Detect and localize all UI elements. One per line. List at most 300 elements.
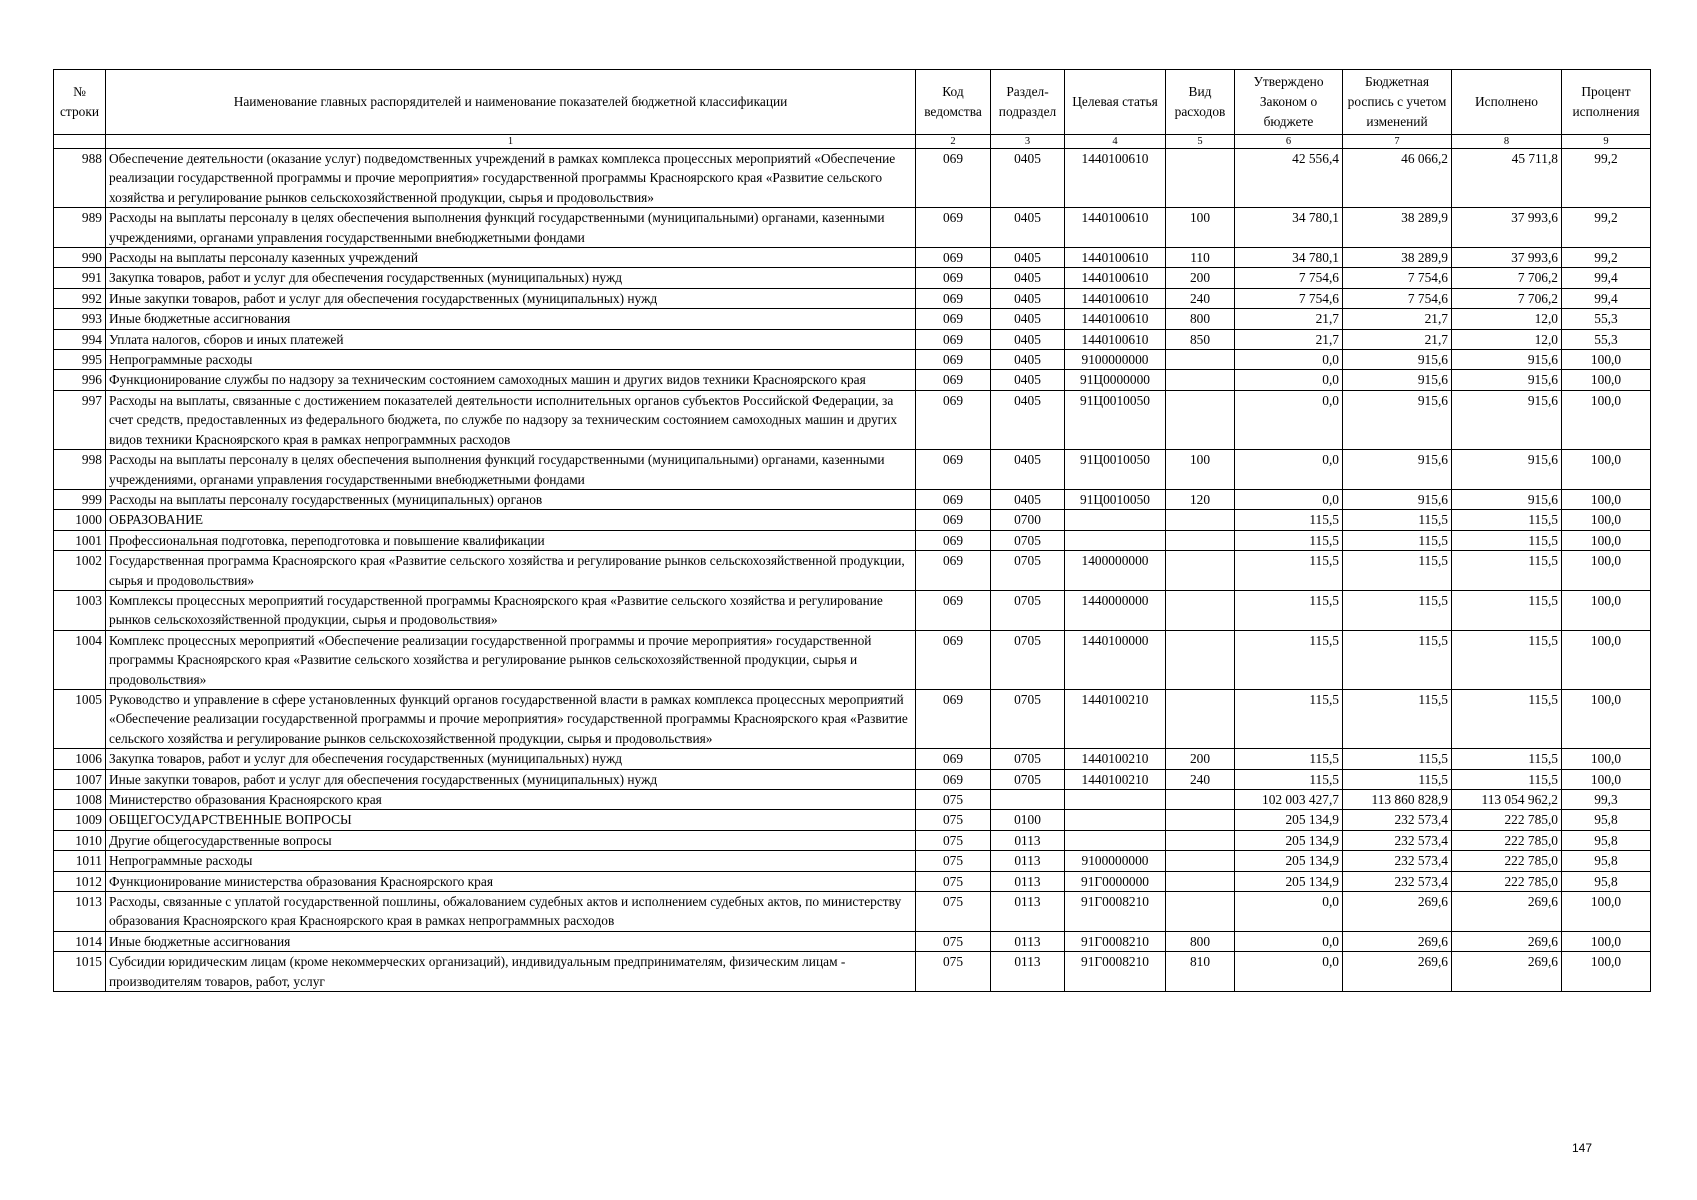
cell-dept-code: 069 [916,530,991,550]
cell-dept-code: 069 [916,370,991,390]
cell-target: 91Ц0010050 [1065,489,1166,509]
cell-target: 1440000000 [1065,590,1166,630]
cell-row-no: 996 [54,370,106,390]
cell-name: Другие общегосударственные вопросы [106,830,916,850]
cell-approved: 102 003 427,7 [1235,790,1343,810]
cell-name: Иные бюджетные ассигнования [106,309,916,329]
cell-row-no: 997 [54,390,106,449]
cell-target: 1440100610 [1065,268,1166,288]
cell-dept-code: 069 [916,590,991,630]
table-row [54,871,1651,891]
cell-budget-list: 915,6 [1343,350,1452,370]
cell-approved: 21,7 [1235,329,1343,349]
table-body [54,149,1651,992]
cell-expense-type [1166,871,1235,891]
cell-row-no: 991 [54,268,106,288]
table-row [54,268,1651,288]
cell-section: 0113 [991,931,1065,951]
header-row-no: № строки [54,70,106,135]
cell-section: 0405 [991,370,1065,390]
cell-budget-list: 113 860 828,9 [1343,790,1452,810]
cell-dept-code: 069 [916,268,991,288]
cell-executed: 269,6 [1452,892,1562,932]
cell-section: 0113 [991,892,1065,932]
cell-expense-type [1166,590,1235,630]
cell-name: Министерство образования Красноярского края [106,790,916,810]
header-budget-list: Бюджетная роспись с учетом изменений [1343,70,1452,135]
cell-dept-code: 069 [916,769,991,789]
cell-name: Функционирование министерства образования Красноярского края [106,871,916,891]
cell-percent: 95,8 [1562,871,1651,891]
table-row [54,851,1651,871]
cell-target: 1440100610 [1065,149,1166,208]
table-row [54,630,1651,689]
header-expense-type: Вид расходов [1166,70,1235,135]
cell-section: 0113 [991,871,1065,891]
cell-budget-list: 232 573,4 [1343,851,1452,871]
cell-row-no: 1000 [54,510,106,530]
cell-dept-code: 075 [916,931,991,951]
cell-approved: 115,5 [1235,590,1343,630]
cell-approved: 205 134,9 [1235,851,1343,871]
cell-budget-list: 115,5 [1343,590,1452,630]
cell-budget-list: 38 289,9 [1343,248,1452,268]
cell-name: Профессиональная подготовка, переподготовка и повышение квалификации [106,530,916,550]
header-percent: Процент исполнения [1562,70,1651,135]
cell-percent: 99,3 [1562,790,1651,810]
cell-budget-list: 21,7 [1343,329,1452,349]
cell-executed: 269,6 [1452,952,1562,992]
header-executed: Исполнено [1452,70,1562,135]
cell-expense-type [1166,851,1235,871]
cell-section: 0405 [991,390,1065,449]
cell-row-no: 998 [54,450,106,490]
cell-dept-code: 069 [916,288,991,308]
cell-name: Комплексы процессных мероприятий государственной программы Красноярского края «Развитие сельского хозяйства и регулирование рынков сельскохозяйственной продукции, сырья и продовольствия» [106,590,916,630]
column-number: 8 [1452,135,1562,149]
cell-budget-list: 115,5 [1343,551,1452,591]
cell-dept-code: 069 [916,689,991,748]
cell-budget-list: 115,5 [1343,749,1452,769]
table-row [54,749,1651,769]
cell-percent: 100,0 [1562,689,1651,748]
cell-section: 0113 [991,851,1065,871]
cell-executed: 12,0 [1452,309,1562,329]
cell-name: Уплата налогов, сборов и иных платежей [106,329,916,349]
cell-executed: 12,0 [1452,329,1562,349]
cell-expense-type [1166,551,1235,591]
cell-percent: 100,0 [1562,390,1651,449]
page-number: 147 [1572,1141,1593,1155]
cell-expense-type [1166,790,1235,810]
cell-section: 0405 [991,288,1065,308]
cell-approved: 0,0 [1235,370,1343,390]
cell-budget-list: 915,6 [1343,489,1452,509]
cell-target: 1440100610 [1065,309,1166,329]
cell-row-no: 1005 [54,689,106,748]
cell-expense-type [1166,689,1235,748]
cell-percent: 100,0 [1562,931,1651,951]
cell-name: Расходы на выплаты, связанные с достижением показателей деятельности исполнительных органов субъектов Российской Федерации, за счет средств, предоставленных из федерального бюджета, по службе по надзору за техническим состоянием самоходных машин и других видов техники Красноярского края в рамках непрограммных расходов [106,390,916,449]
column-number: 1 [106,135,916,149]
cell-dept-code: 069 [916,749,991,769]
cell-name: Иные закупки товаров, работ и услуг для обеспечения государственных (муниципальных) нужд [106,288,916,308]
cell-percent: 55,3 [1562,309,1651,329]
cell-name: Иные бюджетные ассигнования [106,931,916,951]
cell-approved: 0,0 [1235,390,1343,449]
cell-row-no: 1008 [54,790,106,810]
cell-executed: 37 993,6 [1452,248,1562,268]
column-number: 3 [991,135,1065,149]
cell-expense-type: 200 [1166,268,1235,288]
column-number: 6 [1235,135,1343,149]
budget-table [53,69,1651,992]
cell-percent: 99,4 [1562,288,1651,308]
cell-section: 0405 [991,268,1065,288]
table-row [54,350,1651,370]
cell-executed: 915,6 [1452,350,1562,370]
cell-dept-code: 069 [916,149,991,208]
cell-target: 1440100610 [1065,288,1166,308]
table-row [54,149,1651,208]
cell-percent: 95,8 [1562,851,1651,871]
cell-row-no: 1012 [54,871,106,891]
cell-name: Комплекс процессных мероприятий «Обеспечение реализации государственной программы и прочие мероприятия» государственной программы Красноярского края «Развитие сельского хозяйства и регулирование рынков сельскохозяйственной продукции, сырья и продовольствия» [106,630,916,689]
table-row [54,370,1651,390]
cell-percent: 100,0 [1562,892,1651,932]
cell-target [1065,830,1166,850]
cell-executed: 37 993,6 [1452,208,1562,248]
cell-target: 1440100610 [1065,208,1166,248]
cell-name: Государственная программа Красноярского края «Развитие сельского хозяйства и регулирование рынков сельскохозяйственной продукции, сырья и продовольствия» [106,551,916,591]
cell-dept-code: 075 [916,892,991,932]
cell-target: 1440100000 [1065,630,1166,689]
table-row [54,551,1651,591]
cell-budget-list: 46 066,2 [1343,149,1452,208]
cell-percent: 99,2 [1562,208,1651,248]
cell-name: Субсидии юридическим лицам (кроме некоммерческих организаций), индивидуальным предпринимателям, физическим лицам - производителям товаров, работ, услуг [106,952,916,992]
cell-name: Непрограммные расходы [106,851,916,871]
cell-approved: 34 780,1 [1235,248,1343,268]
cell-name: Расходы, связанные с уплатой государственной пошлины, обжалованием судебных актов и исполнением судебных актов, по министерству образования Красноярского края Красноярского края в рамках непрограммных расходов [106,892,916,932]
cell-dept-code: 075 [916,851,991,871]
cell-percent: 100,0 [1562,590,1651,630]
cell-expense-type: 850 [1166,329,1235,349]
cell-budget-list: 232 573,4 [1343,871,1452,891]
cell-expense-type: 810 [1166,952,1235,992]
cell-section: 0705 [991,551,1065,591]
cell-name: Иные закупки товаров, работ и услуг для обеспечения государственных (муниципальных) нужд [106,769,916,789]
cell-percent: 100,0 [1562,530,1651,550]
cell-section: 0700 [991,510,1065,530]
header-row [54,70,1651,135]
cell-section: 0113 [991,952,1065,992]
cell-approved: 115,5 [1235,689,1343,748]
cell-section: 0405 [991,489,1065,509]
cell-dept-code: 069 [916,510,991,530]
cell-target [1065,530,1166,550]
cell-row-no: 1002 [54,551,106,591]
cell-section: 0100 [991,810,1065,830]
cell-target: 1440100610 [1065,248,1166,268]
cell-row-no: 988 [54,149,106,208]
cell-approved: 0,0 [1235,350,1343,370]
cell-budget-list: 915,6 [1343,370,1452,390]
cell-name: Обеспечение деятельности (оказание услуг) подведомственных учреждений в рамках комплекса процессных мероприятий «Обеспечение реализации государственной программы и прочие мероприятия» государственной программы Красноярского края «Развитие сельского хозяйства и регулирование рынков сельскохозяйственной продукции, сырья и продовольствия» [106,149,916,208]
column-number-row [54,135,1651,149]
cell-target [1065,810,1166,830]
cell-dept-code: 069 [916,309,991,329]
cell-percent: 100,0 [1562,510,1651,530]
cell-section: 0405 [991,350,1065,370]
cell-percent: 95,8 [1562,830,1651,850]
cell-name: Расходы на выплаты персоналу в целях обеспечения выполнения функций государственными (муниципальными) органами, казенными учреждениями, органами управления государственными внебюджетными фондами [106,450,916,490]
cell-executed: 915,6 [1452,450,1562,490]
cell-name: Функционирование службы по надзору за техническим состоянием самоходных машин и других видов техники Красноярского края [106,370,916,390]
cell-percent: 95,8 [1562,810,1651,830]
header-name: Наименование главных распорядителей и наименование показателей бюджетной классификации [106,70,916,135]
cell-expense-type: 800 [1166,309,1235,329]
cell-target: 91Г0008210 [1065,892,1166,932]
cell-section: 0405 [991,208,1065,248]
cell-row-no: 992 [54,288,106,308]
cell-budget-list: 38 289,9 [1343,208,1452,248]
cell-budget-list: 115,5 [1343,630,1452,689]
cell-approved: 34 780,1 [1235,208,1343,248]
cell-budget-list: 21,7 [1343,309,1452,329]
header-section: Раздел-подраздел [991,70,1065,135]
cell-expense-type: 240 [1166,769,1235,789]
cell-percent: 100,0 [1562,630,1651,689]
cell-dept-code: 069 [916,489,991,509]
cell-dept-code: 075 [916,952,991,992]
cell-dept-code: 069 [916,329,991,349]
cell-executed: 115,5 [1452,530,1562,550]
table-row [54,931,1651,951]
cell-budget-list: 269,6 [1343,952,1452,992]
header-target: Целевая статья [1065,70,1166,135]
cell-budget-list: 915,6 [1343,450,1452,490]
cell-expense-type: 100 [1166,450,1235,490]
cell-executed: 115,5 [1452,630,1562,689]
cell-row-no: 999 [54,489,106,509]
cell-executed: 115,5 [1452,510,1562,530]
table-row [54,790,1651,810]
cell-budget-list: 269,6 [1343,931,1452,951]
cell-target: 91Ц0010050 [1065,390,1166,449]
cell-row-no: 1013 [54,892,106,932]
table-row [54,208,1651,248]
cell-target: 91Г0008210 [1065,952,1166,992]
cell-name: Расходы на выплаты персоналу казенных учреждений [106,248,916,268]
cell-approved: 21,7 [1235,309,1343,329]
cell-name: Руководство и управление в сфере установленных функций органов государственной власти в рамках комплекса процессных мероприятий «Обеспечение реализации государственной программы и прочие мероприятия» государственной программы Красноярского края «Развитие сельского хозяйства и регулирование рынков сельскохозяйственной продукции, сырья и продовольствия» [106,689,916,748]
cell-expense-type [1166,370,1235,390]
cell-target [1065,790,1166,810]
table-row [54,450,1651,490]
cell-percent: 100,0 [1562,749,1651,769]
cell-approved: 7 754,6 [1235,288,1343,308]
table-row [54,288,1651,308]
cell-row-no: 990 [54,248,106,268]
cell-executed: 222 785,0 [1452,851,1562,871]
cell-row-no: 1006 [54,749,106,769]
cell-executed: 222 785,0 [1452,871,1562,891]
table-row [54,329,1651,349]
cell-executed: 222 785,0 [1452,830,1562,850]
cell-row-no: 1011 [54,851,106,871]
cell-row-no: 1010 [54,830,106,850]
column-number: 5 [1166,135,1235,149]
cell-budget-list: 115,5 [1343,769,1452,789]
cell-section: 0705 [991,769,1065,789]
cell-approved: 115,5 [1235,749,1343,769]
cell-expense-type: 100 [1166,208,1235,248]
cell-executed: 7 706,2 [1452,268,1562,288]
cell-executed: 113 054 962,2 [1452,790,1562,810]
cell-approved: 205 134,9 [1235,830,1343,850]
cell-target: 91Ц0010050 [1065,450,1166,490]
cell-expense-type [1166,390,1235,449]
cell-target: 1440100210 [1065,769,1166,789]
table-row [54,769,1651,789]
cell-expense-type [1166,830,1235,850]
cell-executed: 222 785,0 [1452,810,1562,830]
header-approved: Утверждено Законом о бюджете [1235,70,1343,135]
cell-budget-list: 269,6 [1343,892,1452,932]
cell-section [991,790,1065,810]
cell-approved: 115,5 [1235,510,1343,530]
cell-approved: 115,5 [1235,551,1343,591]
cell-approved: 7 754,6 [1235,268,1343,288]
cell-name: Закупка товаров, работ и услуг для обеспечения государственных (муниципальных) нужд [106,749,916,769]
column-number: 4 [1065,135,1166,149]
cell-section: 0405 [991,149,1065,208]
cell-approved: 115,5 [1235,630,1343,689]
cell-executed: 915,6 [1452,370,1562,390]
cell-executed: 45 711,8 [1452,149,1562,208]
cell-percent: 100,0 [1562,450,1651,490]
table-row [54,530,1651,550]
cell-dept-code: 069 [916,350,991,370]
cell-budget-list: 232 573,4 [1343,830,1452,850]
cell-name: ОБЩЕГОСУДАРСТВЕННЫЕ ВОПРОСЫ [106,810,916,830]
table-row [54,309,1651,329]
cell-row-no: 995 [54,350,106,370]
cell-target: 9100000000 [1065,851,1166,871]
cell-budget-list: 915,6 [1343,390,1452,449]
cell-expense-type [1166,892,1235,932]
cell-name: Расходы на выплаты персоналу государственных (муниципальных) органов [106,489,916,509]
cell-approved: 0,0 [1235,931,1343,951]
cell-executed: 115,5 [1452,749,1562,769]
cell-row-no: 993 [54,309,106,329]
cell-expense-type [1166,530,1235,550]
cell-expense-type [1166,510,1235,530]
cell-percent: 55,3 [1562,329,1651,349]
cell-percent: 100,0 [1562,952,1651,992]
cell-row-no: 1001 [54,530,106,550]
cell-budget-list: 115,5 [1343,510,1452,530]
cell-expense-type [1166,149,1235,208]
cell-row-no: 1007 [54,769,106,789]
cell-executed: 115,5 [1452,590,1562,630]
cell-expense-type: 800 [1166,931,1235,951]
cell-section: 0705 [991,630,1065,689]
cell-budget-list: 232 573,4 [1343,810,1452,830]
table-row [54,248,1651,268]
cell-percent: 100,0 [1562,370,1651,390]
cell-approved: 205 134,9 [1235,810,1343,830]
cell-approved: 0,0 [1235,952,1343,992]
cell-section: 0405 [991,248,1065,268]
cell-section: 0705 [991,689,1065,748]
cell-row-no: 1015 [54,952,106,992]
cell-budget-list: 7 754,6 [1343,288,1452,308]
cell-percent: 100,0 [1562,350,1651,370]
cell-expense-type: 120 [1166,489,1235,509]
table-row [54,892,1651,932]
cell-target [1065,510,1166,530]
table-row [54,510,1651,530]
cell-row-no: 1014 [54,931,106,951]
cell-row-no: 1009 [54,810,106,830]
cell-expense-type [1166,810,1235,830]
cell-expense-type: 110 [1166,248,1235,268]
cell-percent: 99,2 [1562,149,1651,208]
column-number: 2 [916,135,991,149]
cell-dept-code: 069 [916,450,991,490]
cell-name: Непрограммные расходы [106,350,916,370]
column-number: 7 [1343,135,1452,149]
cell-approved: 115,5 [1235,769,1343,789]
cell-executed: 269,6 [1452,931,1562,951]
cell-row-no: 994 [54,329,106,349]
cell-row-no: 1004 [54,630,106,689]
cell-approved: 0,0 [1235,892,1343,932]
cell-dept-code: 075 [916,871,991,891]
cell-section: 0705 [991,749,1065,769]
cell-target: 91Г0000000 [1065,871,1166,891]
cell-target: 1440100610 [1065,329,1166,349]
table-row [54,830,1651,850]
cell-approved: 42 556,4 [1235,149,1343,208]
cell-dept-code: 069 [916,551,991,591]
cell-executed: 115,5 [1452,769,1562,789]
table-row [54,390,1651,449]
cell-section: 0405 [991,450,1065,490]
cell-section: 0405 [991,329,1065,349]
cell-expense-type [1166,350,1235,370]
cell-executed: 915,6 [1452,489,1562,509]
cell-executed: 915,6 [1452,390,1562,449]
cell-executed: 115,5 [1452,689,1562,748]
cell-target: 1440100210 [1065,689,1166,748]
cell-target: 1440100210 [1065,749,1166,769]
cell-section: 0113 [991,830,1065,850]
cell-expense-type: 240 [1166,288,1235,308]
cell-dept-code: 075 [916,810,991,830]
cell-approved: 205 134,9 [1235,871,1343,891]
cell-percent: 99,2 [1562,248,1651,268]
cell-percent: 99,4 [1562,268,1651,288]
table-row [54,952,1651,992]
cell-name: ОБРАЗОВАНИЕ [106,510,916,530]
table-row [54,489,1651,509]
cell-executed: 7 706,2 [1452,288,1562,308]
cell-budget-list: 7 754,6 [1343,268,1452,288]
cell-executed: 115,5 [1452,551,1562,591]
